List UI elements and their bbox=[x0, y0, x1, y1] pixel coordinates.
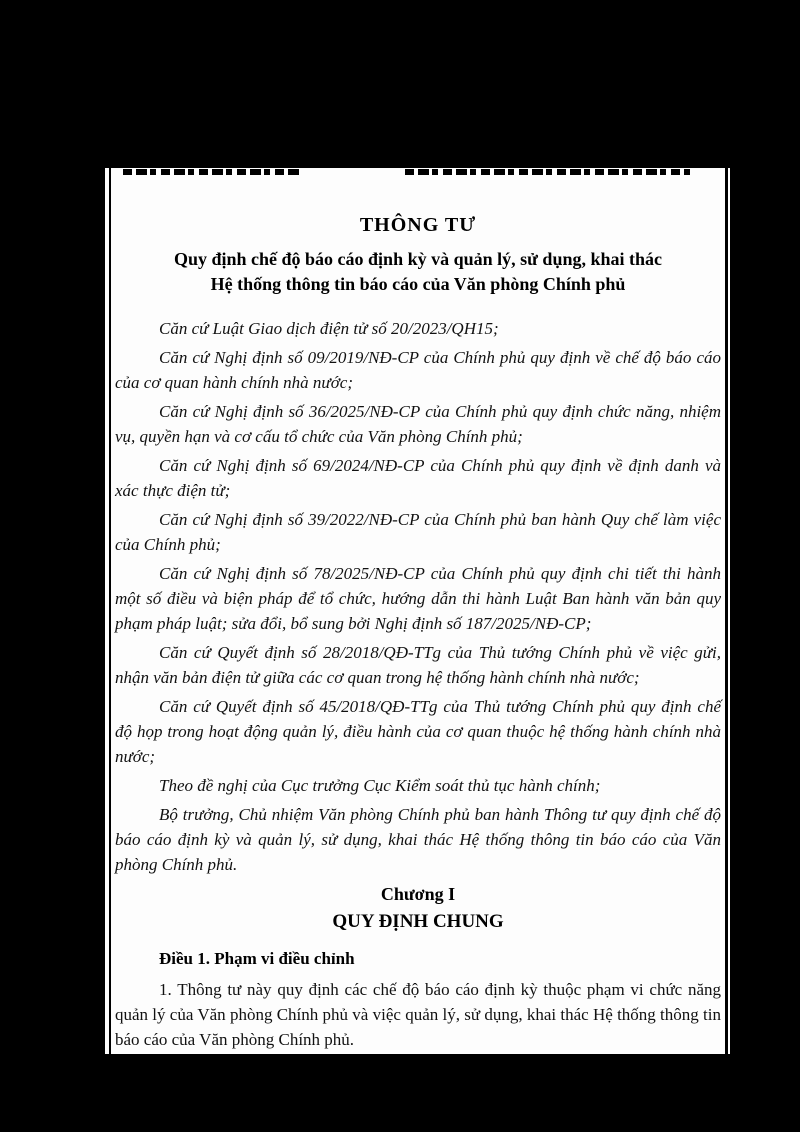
page-right-border-line bbox=[725, 168, 728, 1054]
chapter-label: Chương I bbox=[380, 884, 456, 904]
article-1-heading: Điều 1. Phạm vi điều chỉnh bbox=[159, 949, 355, 968]
preamble-paragraph: Căn cứ Nghị định số 78/2025/NĐ-CP của Chính phủ quy định chi tiết thi hành một số điều và biện pháp để tổ chức, hướng dẫn thi hành Luật Ban hành văn bản quy phạm pháp luật; sửa đổi, bổ sung bởi Nghị định số 187/2025/NĐ-CP; bbox=[115, 564, 721, 633]
preamble-paragraph: Theo đề nghị của Cục trưởng Cục Kiểm soát thủ tục hành chính; bbox=[159, 776, 601, 795]
scanned-document-page bbox=[105, 168, 730, 1054]
preamble-paragraph: Căn cứ Nghị định số 69/2024/NĐ-CP của Chính phủ quy định về định danh và xác thực điện tử; bbox=[115, 456, 721, 500]
preamble-paragraph: Căn cứ Nghị định số 36/2025/NĐ-CP của Chính phủ quy định chức năng, nhiệm vụ, quyền hạn và cơ cấu tổ chức của Văn phòng Chính phủ; bbox=[115, 402, 721, 446]
preamble-section bbox=[115, 316, 721, 877]
preamble-paragraph: Bộ trưởng, Chủ nhiệm Văn phòng Chính phủ ban hành Thông tư quy định chế độ báo cáo định kỳ và quản lý, sử dụng, khai thác Hệ thống thông tin báo cáo của Văn phòng Chính phủ. bbox=[115, 805, 721, 874]
document-subtitle-line2: Hệ thống thông tin báo cáo của Văn phòng Chính phủ bbox=[210, 274, 626, 294]
preamble-paragraph: Căn cứ Luật Giao dịch điện tử số 20/2023/QH15; bbox=[159, 319, 499, 338]
document-title: THÔNG TƯ bbox=[359, 214, 477, 236]
document-body bbox=[115, 168, 721, 1052]
preamble-paragraph: Căn cứ Quyết định số 45/2018/QĐ-TTg của Thủ tướng Chính phủ quy định chế độ họp trong hoạt động quản lý, điều hành của cơ quan thuộc hệ thống hành chính nhà nước; bbox=[115, 697, 721, 766]
document-subtitle bbox=[115, 247, 721, 297]
preamble-paragraph: Căn cứ Nghị định số 09/2019/NĐ-CP của Chính phủ quy định về chế độ báo cáo của cơ quan hành chính nhà nước; bbox=[115, 348, 721, 392]
chapter-title: QUY ĐỊNH CHUNG bbox=[332, 911, 504, 932]
document-subtitle-line1: Quy định chế độ báo cáo định kỳ và quản lý, sử dụng, khai thác bbox=[174, 249, 662, 269]
preamble-paragraph: Căn cứ Quyết định số 28/2018/QĐ-TTg của Thủ tướng Chính phủ về việc gửi, nhận văn bản điện tử giữa các cơ quan trong hệ thống hành chính nhà nước; bbox=[115, 643, 721, 687]
article-1-clause-1: 1. Thông tư này quy định các chế độ báo cáo định kỳ thuộc phạm vi chức năng quản lý của Văn phòng Chính phủ và việc quản lý, sử dụng, khai thác Hệ thống thông tin báo cáo của Văn phòng Chính phủ. bbox=[115, 980, 721, 1049]
preamble-paragraph: Căn cứ Nghị định số 39/2022/NĐ-CP của Chính phủ ban hành Quy chế làm việc của Chính phủ; bbox=[115, 510, 721, 554]
page-left-border-line bbox=[109, 168, 111, 1054]
